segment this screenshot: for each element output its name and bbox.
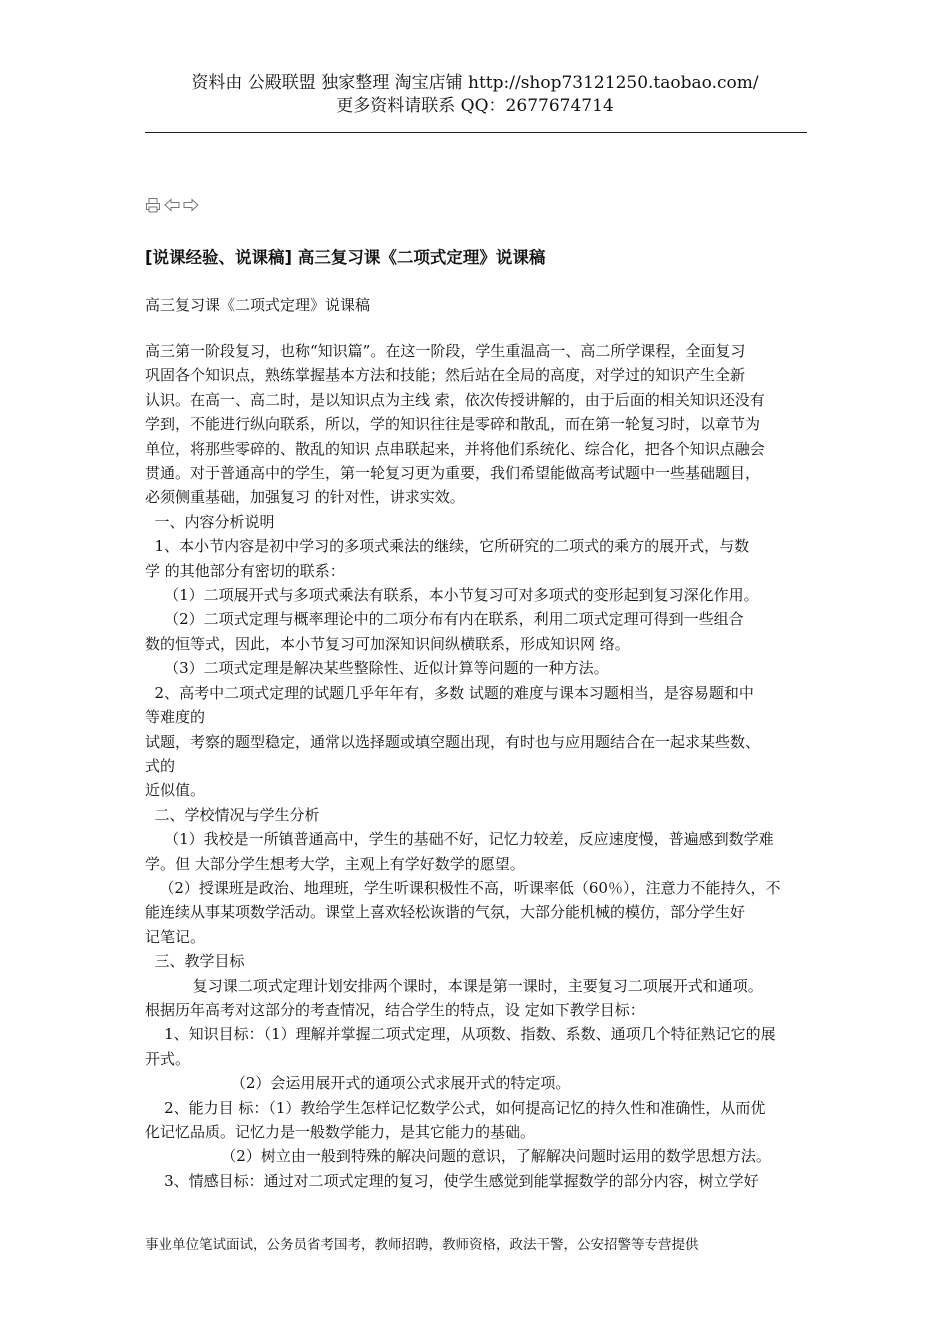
body-line: 贯通。对于普通高中的学生，第一轮复习更为重要，我们希望能做高考试题中一些基础题目， [145,464,761,483]
article-title: [说课经验、说课稿] 高三复习课《二项式定理》说课稿 [145,248,546,267]
article-body [145,339,807,1193]
body-line: （1）二项展开式与多项式乘法有联系，本小节复习可对多项式的变形起到复习深化作用。 [145,586,759,605]
print-icon[interactable] [145,197,161,213]
body-line: 学。但 大部分学生想考大学，主观上有学好数学的愿望。 [145,854,525,873]
body-line: 二、学校情况与学生分析 [145,805,320,824]
body-line: 高三第一阶段复习，也称“知识篇”。在这一阶段，学生重温高一、高二所学课程，全面复习 [145,342,746,360]
back-arrow-icon[interactable] [164,197,180,213]
body-line: 认识。在高一、高二时，是以知识点为主线 索，依次传授讲解的，由于后面的相关知识还没有 [145,390,765,409]
header-line-1: 资料由 公殿联盟 独家整理 淘宝店铺 http://shop73121250.taobao.com/ [191,73,759,93]
article-toolbar [145,197,199,213]
body-line: （1）我校是一所镇普通高中，学生的基础不好，记忆力较差，反应速度慢，普遍感到数学难 [145,830,774,849]
body-line: 能连续从事某项数学活动。课堂上喜欢轻松诙谐的气氛，大部分能机械的模仿，部分学生好 [145,903,746,922]
header-divider [145,132,807,133]
body-line: 学 的其他部分有密切的联系： [145,561,345,580]
body-line: 3、情感目标：通过对二项式定理的复习，使学生感觉到能掌握数学的部分内容，树立学好 [145,1171,759,1190]
body-line: （2）树立由一般到特殊的解决问题的意识，了解解决问题时运用的数学思想方法。 [145,1147,771,1166]
body-line: 2、高考中二项式定理的试题几乎年年有，多数 试题的难度与课本习题相当，是容易题和中 [145,683,754,702]
body-line: 巩固各个知识点，熟练掌握基本方法和技能；然后站在全局的高度，对学过的知识产生全新 [145,366,746,385]
body-line: （2）授课班是政治、地理班，学生听课积极性不高，听课率低（60％），注意力不能持久，不 [145,878,781,897]
header-line-2: 更多资料请联系 QQ：2677674714 [336,96,614,116]
body-line: 1、本小节内容是初中学习的多项式乘法的继续，它所研究的二项式的乘方的展开式，与数 [145,537,750,556]
forward-arrow-icon[interactable] [183,197,199,213]
body-line: 式的 [145,756,176,775]
body-line: （2）会运用展开式的通项公式求展开式的特定项。 [145,1074,571,1093]
body-line: 复习课二项式定理计划安排两个课时，本课是第一课时，主要复习二项展开式和通项。 [145,976,763,995]
body-line: （2）二项式定理与概率理论中的二项分布有内在联系，利用二项式定理可得到一些组合 [145,610,744,629]
body-line: 单位，将那些零碎的、散乱的知识 点串联起来，并将他们系统化、综合化，把各个知识点融会 [145,439,765,458]
body-line: 化记忆品质。记忆力是一般数学能力，是其它能力的基础。 [145,1123,536,1141]
body-line: 三、教学目标 [145,952,245,971]
body-line: 等难度的 [145,708,206,727]
body-line: 学到，不能进行纵向联系，所以，学的知识往往是零碎和散乱，而在第一轮复习时，以章节为 [145,415,761,434]
body-line: 试题，考察的题型稳定，通常以选择题或填空题出现，有时也与应用题结合在一起求某些数、 [145,732,761,751]
body-line: 1、知识目标：（1）理解并掌握二项式定理，从项数、指数、系数、通项几个特征熟记它的展 [145,1025,776,1044]
body-line: 2、能力目 标：（1）教给学生怎样记忆数学公式，如何提高记忆的持久性和准确性，从而优 [145,1098,766,1117]
body-line: （3）二项式定理是解决某些整除性、近似计算等问题的一种方法。 [145,659,609,678]
body-line: 必须侧重基础，加强复习 的针对性，讲求实效。 [145,488,465,507]
page-footer: 事业单位笔试面试，公务员省考国考，教师招聘，教师资格，政法干警，公安招警等专营提供 [145,1237,699,1253]
body-line: 记笔记。 [145,927,206,946]
body-line: 开式。 [145,1049,191,1068]
body-line: 一、内容分析说明 [145,512,275,531]
body-line: 根据历年高考对这部分的考查情况，结合学生的特点，设 定如下教学目标： [145,1000,645,1019]
body-line: 数的恒等式，因此，本小节复习可加深知识间纵横联系，形成知识网 络。 [145,634,630,653]
article-subtitle: 高三复习课《二项式定理》说课稿 [145,296,371,314]
body-line: 近似值。 [145,781,206,800]
